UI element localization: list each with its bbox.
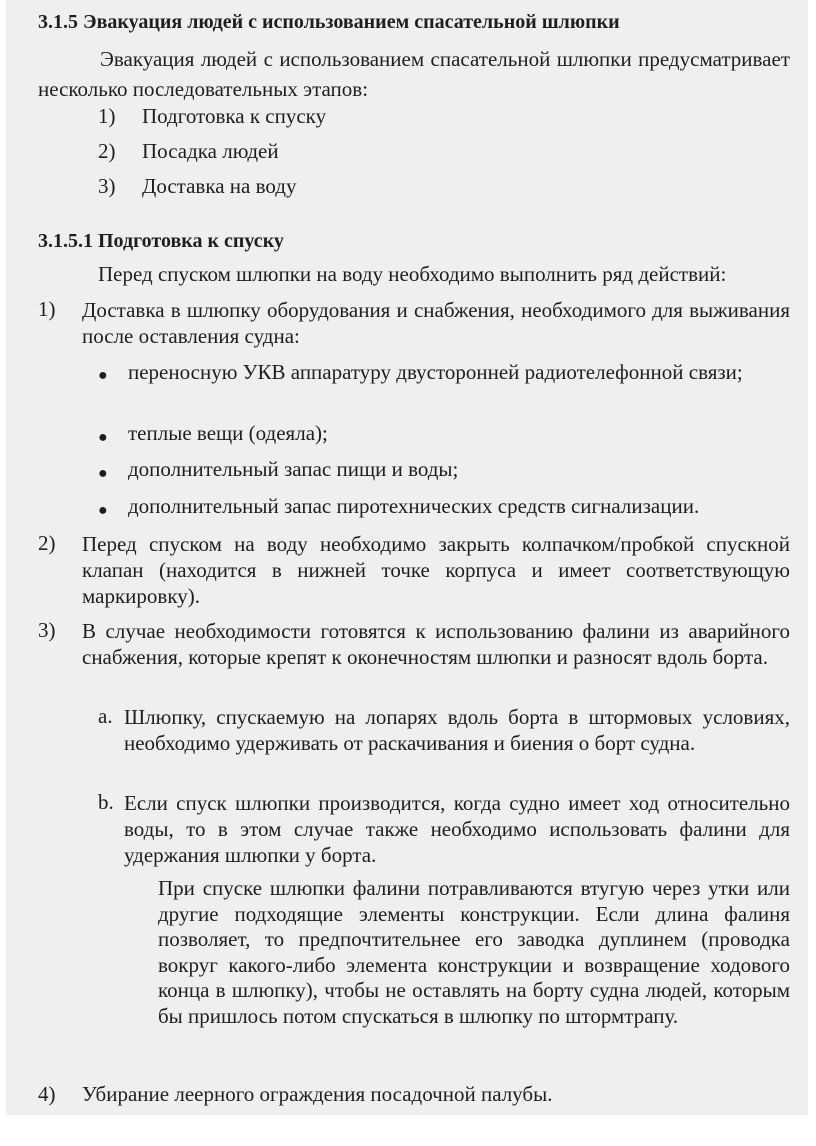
item-text: Убирание леерного ограждения посадочной палубы. — [82, 1082, 553, 1106]
item-text: В случае необходимости готовятся к использованию фалини из аварийного снабжения, которые крепят к оконечностям шлюпки и разносят вдоль борта. — [82, 619, 790, 669]
item-marker: 3) — [38, 618, 56, 642]
note-paragraph: При спуске шлюпки фалини потравливаются втугую через утки или другие подходящие элементы конструкции. Если длина фалиня позволяет, то предпочтительнее его заводка дуплинем (проводка вокруг какого-либо элемента конструкции и возвращение ходового конца в шлюпку), чтобы не оставлять на борту судна людей, которым бы пришлось потом спускаться в шлюпку по штормтрапу. — [158, 876, 790, 1028]
document-page — [6, 0, 808, 1115]
subitem-text: Если спуск шлюпки производится, когда судно имеет ход относительно воды, то в этом случае также необходимо использовать фалини для удержания шлюпки у борта. — [124, 791, 790, 867]
subsection-heading: 3.1.5.1 Подготовка к спуску — [38, 230, 284, 252]
item-text: Перед спуском на воду необходимо закрыть колпачком/пробкой спускной клапан (находится в нижней точке корпуса и имеет соответствующую маркировку). — [82, 532, 790, 608]
bullet-icon: ● — [98, 502, 108, 519]
bullet-item: дополнительный запас пиротехнических средств сигнализации. — [128, 494, 700, 518]
stage-item: Посадка людей — [142, 139, 279, 163]
bullet-icon: ● — [98, 367, 108, 384]
stage-marker: 3) — [98, 174, 116, 198]
subitem-marker: a. — [98, 704, 113, 728]
bullet-icon: ● — [98, 429, 108, 446]
section-intro: Эвакуация людей с использованием спасательной шлюпки предусматривает несколько последовательных этапов: — [38, 47, 790, 101]
subitem-marker: b. — [98, 790, 114, 814]
bullet-icon: ● — [98, 465, 108, 482]
subsection-intro: Перед спуском шлюпки на воду необходимо выполнить ряд действий: — [98, 262, 727, 286]
subitem-text: Шлюпку, спускаемую на лопарях вдоль борта в штормовых условиях, необходимо удерживать от раскачивания и биения о борт судна. — [124, 705, 790, 755]
bullet-item: теплые вещи (одеяла); — [128, 421, 328, 445]
stage-item: Доставка на воду — [142, 174, 297, 198]
item-text: Доставка в шлюпку оборудования и снабжения, необходимого для выживания после оставления судна: — [82, 298, 790, 348]
item-marker: 1) — [38, 297, 56, 321]
bullet-item: дополнительный запас пищи и воды; — [128, 457, 459, 481]
stage-marker: 1) — [98, 104, 116, 128]
stage-marker: 2) — [98, 139, 116, 163]
stage-item: Подготовка к спуску — [142, 104, 327, 128]
bullet-item: переносную УКВ аппаратуру двусторонней радиотелефонной связи; — [128, 360, 743, 384]
item-marker: 2) — [38, 531, 56, 555]
item-marker: 4) — [38, 1082, 56, 1106]
section-heading: 3.1.5 Эвакуация людей с использованием спасательной шлюпки — [38, 11, 620, 33]
